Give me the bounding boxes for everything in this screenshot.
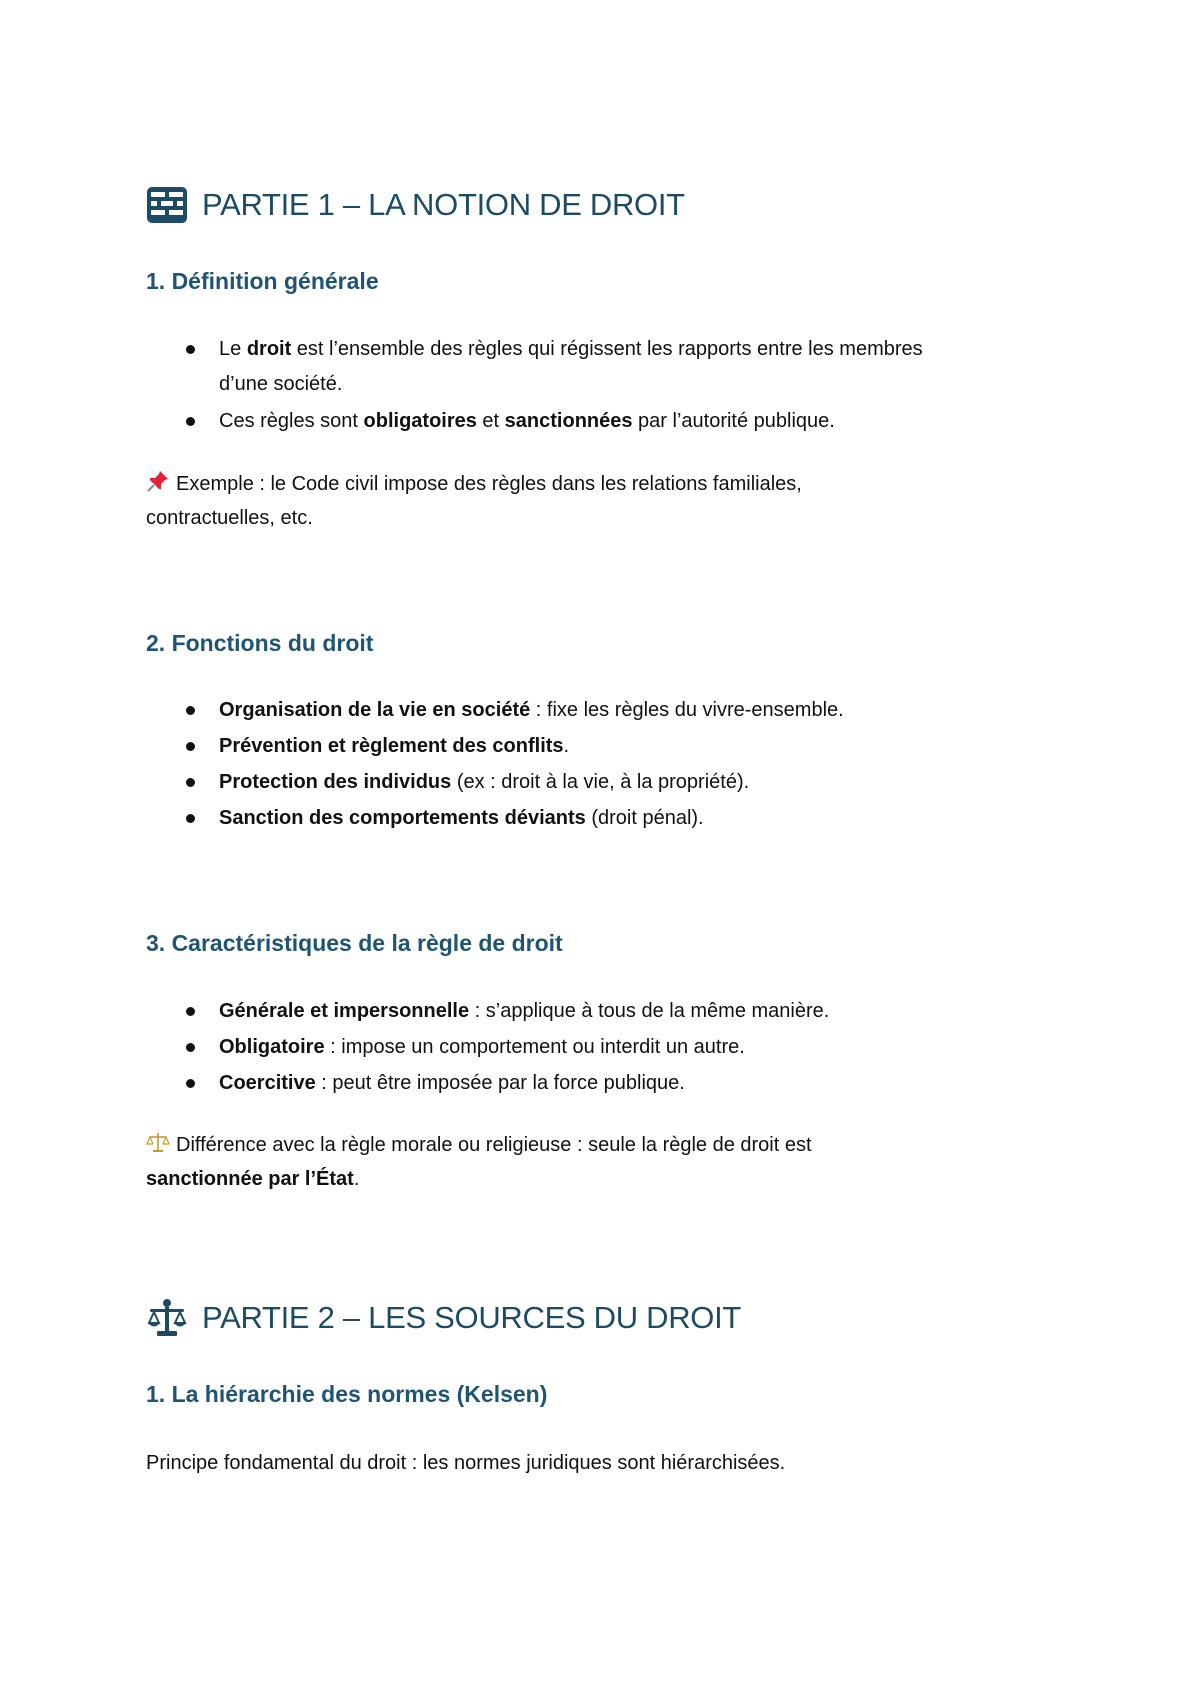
text-run: (ex : droit à la vie, à la propriété). — [451, 771, 750, 793]
bold-text: sanctionnées — [504, 410, 633, 432]
text-run: : s’applique à tous de la même manière. — [469, 1000, 830, 1022]
list-item — [219, 404, 835, 438]
list-item — [219, 693, 844, 727]
section-title: 1. La hiérarchie des normes (Kelsen) — [146, 1381, 548, 1407]
section-title: 3. Caractéristiques de la règle de droit — [146, 930, 563, 956]
text-run: . — [353, 1168, 360, 1190]
paragraph: Principe fondamental du droit : les normes juridiques sont hiérarchisées. — [146, 1452, 786, 1474]
section-title: 2. Fonctions du droit — [146, 630, 374, 656]
text-run: Ces règles sont — [219, 410, 364, 432]
bold-text: Organisation de la vie en société — [219, 699, 531, 721]
difference-note — [146, 1128, 812, 1162]
section-title: 1. Définition générale — [146, 268, 379, 294]
text-run: : fixe les règles du vivre-ensemble. — [530, 699, 844, 721]
list-item — [219, 1030, 745, 1064]
list-item — [219, 1066, 685, 1100]
bold-text: Sanction des comportements déviants — [219, 807, 586, 829]
list-item — [219, 332, 923, 366]
balance-scale-icon — [146, 1130, 170, 1154]
list-item — [219, 729, 569, 763]
bold-text: sanctionnée par l’État — [146, 1168, 354, 1190]
note-text: Différence avec la règle morale ou religieuse : seule la règle de droit est — [176, 1134, 812, 1156]
list-item — [219, 765, 749, 799]
part1-title: PARTIE 1 – LA NOTION DE DROIT — [202, 187, 685, 222]
pushpin-icon — [146, 469, 170, 493]
bold-text: Prévention et règlement des conflits — [219, 735, 564, 757]
bold-text: Coercitive — [219, 1072, 316, 1094]
text-run: par l’autorité publique. — [632, 410, 835, 432]
bold-text: Protection des individus — [219, 771, 452, 793]
note-text: Exemple : le Code civil impose des règles dans les relations familiales, — [176, 473, 802, 495]
example-note — [146, 467, 802, 501]
list-item — [219, 994, 829, 1028]
difference-note-continuation — [146, 1162, 359, 1196]
example-note-continuation: contractuelles, etc. — [146, 507, 313, 529]
bold-text: Générale et impersonnelle — [219, 1000, 470, 1022]
text-run: et — [476, 410, 505, 432]
part1-heading — [146, 180, 685, 230]
text-run: . — [563, 735, 570, 757]
text-run: : impose un comportement ou interdit un autre. — [324, 1036, 745, 1058]
bold-text: droit — [246, 338, 292, 360]
list-item-continuation: d’une société. — [219, 373, 343, 395]
brick-wall-icon — [146, 184, 188, 226]
bold-text: obligatoires — [363, 410, 477, 432]
text-run: est l’ensemble des règles qui régissent les rapports entre les membres — [291, 338, 923, 360]
bold-text: Obligatoire — [219, 1036, 325, 1058]
text-run: : peut être imposée par la force publique. — [315, 1072, 685, 1094]
part2-heading — [146, 1293, 741, 1343]
list-item — [219, 801, 704, 835]
text-run: Le — [219, 338, 247, 360]
part2-title: PARTIE 2 – LES SOURCES DU DROIT — [202, 1300, 742, 1335]
judge-scales-icon — [146, 1297, 188, 1339]
text-run: (droit pénal). — [585, 807, 704, 829]
